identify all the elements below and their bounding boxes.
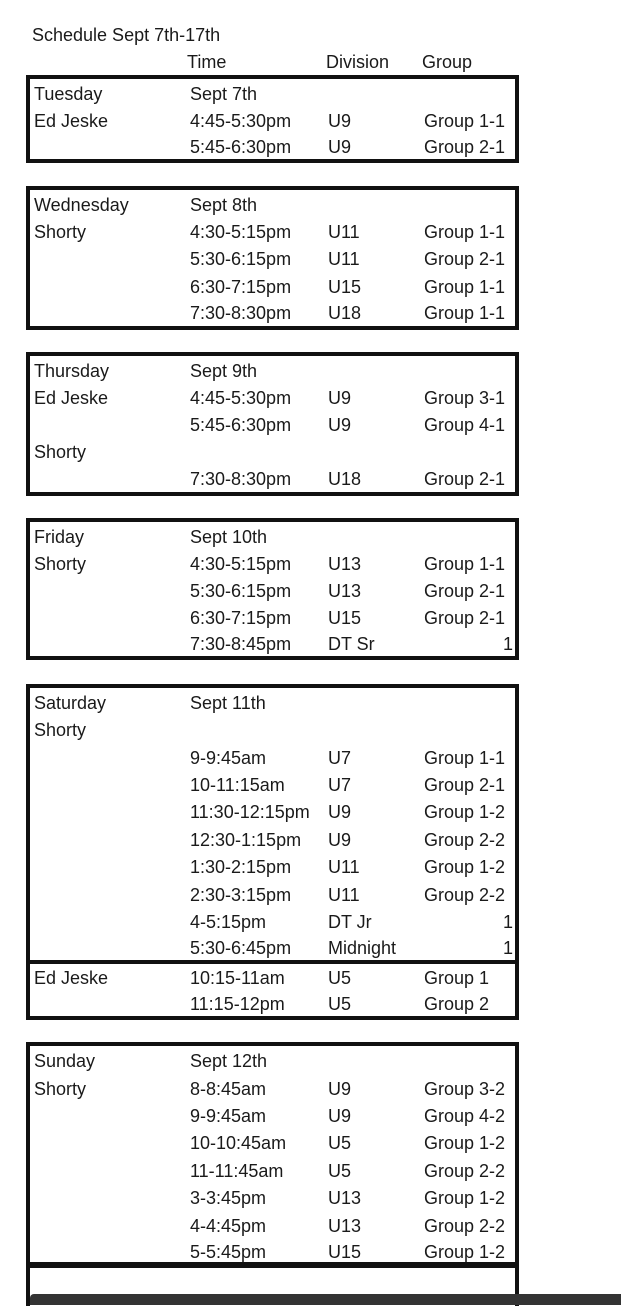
schedule-row bbox=[30, 605, 515, 631]
schedule-row bbox=[30, 854, 515, 880]
schedule-row bbox=[30, 772, 515, 798]
schedule-row bbox=[30, 274, 515, 300]
time-cell: 7:30-8:45pm bbox=[190, 634, 292, 654]
division-cell: U9 bbox=[328, 802, 352, 822]
group-cell: Group 2-2 bbox=[424, 885, 506, 905]
schedule-row bbox=[30, 991, 515, 1017]
division-cell: U9 bbox=[328, 111, 352, 131]
group-cell: Group 4-2 bbox=[424, 1106, 506, 1126]
schedule-row bbox=[30, 631, 515, 657]
schedule-row bbox=[30, 827, 515, 853]
schedule-row bbox=[30, 81, 515, 107]
time-cell: 10-10:45am bbox=[190, 1133, 287, 1153]
group-cell: Group 2-1 bbox=[424, 775, 506, 795]
schedule-row bbox=[30, 192, 515, 218]
division-cell: U13 bbox=[328, 1188, 362, 1208]
location-cell: Shorty bbox=[34, 720, 87, 740]
schedule-row bbox=[30, 935, 515, 961]
time-cell: Sept 10th bbox=[190, 527, 268, 547]
division-cell: U5 bbox=[328, 968, 352, 988]
time-cell: 4-5:15pm bbox=[190, 912, 267, 932]
time-cell: 1:30-2:15pm bbox=[190, 857, 292, 877]
division-cell: U11 bbox=[328, 857, 360, 877]
group-number-cell: 1 bbox=[502, 634, 513, 654]
division-cell: U13 bbox=[328, 581, 362, 601]
schedule-row bbox=[30, 134, 515, 160]
time-cell: 4:30-5:15pm bbox=[190, 222, 292, 242]
time-cell: 8-8:45am bbox=[190, 1079, 267, 1099]
group-cell: Group 1-2 bbox=[424, 1242, 506, 1262]
group-cell: Group 2-2 bbox=[424, 1161, 506, 1181]
group-cell: Group 2-2 bbox=[424, 830, 506, 850]
group-cell: Group 2-1 bbox=[424, 608, 506, 628]
time-cell: 5:30-6:15pm bbox=[190, 249, 292, 269]
time-cell: Sept 11th bbox=[190, 693, 266, 713]
division-cell: U9 bbox=[328, 830, 352, 850]
group-cell: Group 2-1 bbox=[424, 249, 506, 269]
schedule-row bbox=[30, 1158, 515, 1184]
header-division: Division bbox=[326, 52, 390, 72]
header-time: Time bbox=[187, 52, 227, 72]
time-cell: 6:30-7:15pm bbox=[190, 608, 292, 628]
day-block-saturday bbox=[26, 684, 519, 1020]
location-cell: Ed Jeske bbox=[34, 388, 109, 408]
schedule-row bbox=[30, 466, 515, 492]
group-cell: Group 1-1 bbox=[424, 303, 506, 323]
time-cell: 7:30-8:30pm bbox=[190, 303, 292, 323]
division-cell: DT Jr bbox=[328, 912, 372, 932]
schedule-row bbox=[30, 1185, 515, 1211]
division-cell: U11 bbox=[328, 885, 360, 905]
schedule-row bbox=[30, 690, 515, 716]
time-cell: 5:45-6:30pm bbox=[190, 415, 292, 435]
time-cell: 11-11:45am bbox=[190, 1161, 284, 1181]
group-cell: Group 2 bbox=[424, 994, 490, 1014]
group-cell: Group 1-2 bbox=[424, 1133, 506, 1153]
time-cell: 4:30-5:15pm bbox=[190, 554, 292, 574]
location-cell: Shorty bbox=[34, 1079, 87, 1099]
group-cell: Group 1-1 bbox=[424, 748, 506, 768]
location-cell: Shorty bbox=[34, 554, 87, 574]
time-cell: 5:30-6:15pm bbox=[190, 581, 292, 601]
division-cell: U13 bbox=[328, 1216, 362, 1236]
group-cell: Group 1-1 bbox=[424, 222, 506, 242]
time-cell: 9-9:45am bbox=[190, 1106, 267, 1126]
time-cell: 5-5:45pm bbox=[190, 1242, 267, 1262]
time-cell: 4:45-5:30pm bbox=[190, 111, 292, 131]
division-cell: U9 bbox=[328, 388, 352, 408]
schedule-row bbox=[30, 246, 515, 272]
schedule-row bbox=[30, 1103, 515, 1129]
time-cell: 5:45-6:30pm bbox=[190, 137, 292, 157]
time-cell: 3-3:45pm bbox=[190, 1188, 267, 1208]
division-cell: U5 bbox=[328, 1133, 352, 1153]
location-cell: Tuesday bbox=[34, 84, 103, 104]
time-cell: 2:30-3:15pm bbox=[190, 885, 292, 905]
schedule-row bbox=[30, 385, 515, 411]
division-cell: U18 bbox=[328, 469, 362, 489]
group-cell: Group 1-1 bbox=[424, 111, 506, 131]
time-cell: 6:30-7:15pm bbox=[190, 277, 292, 297]
group-cell: Group 2-1 bbox=[424, 137, 506, 157]
division-cell: Midnight bbox=[328, 938, 397, 958]
location-cell: Shorty bbox=[34, 222, 87, 242]
schedule-row bbox=[30, 1130, 515, 1156]
time-cell: 4-4:45pm bbox=[190, 1216, 267, 1236]
day-block-tuesday bbox=[26, 75, 519, 163]
division-cell: U7 bbox=[328, 775, 352, 795]
time-cell: Sept 12th bbox=[190, 1051, 268, 1071]
time-cell: Sept 9th bbox=[190, 361, 258, 381]
time-cell: 9-9:45am bbox=[190, 748, 267, 768]
group-number-cell: 1 bbox=[502, 938, 513, 958]
page-title: Schedule Sept 7th-17th bbox=[32, 25, 221, 45]
schedule-row bbox=[30, 909, 515, 935]
schedule-row bbox=[30, 1048, 515, 1074]
schedule-row bbox=[30, 219, 515, 245]
division-cell: DT Sr bbox=[328, 634, 375, 654]
schedule-row bbox=[30, 524, 515, 550]
section-divider bbox=[30, 960, 515, 964]
location-cell: Shorty bbox=[34, 442, 87, 462]
time-cell: 10:15-11am bbox=[190, 968, 285, 988]
division-cell: U9 bbox=[328, 137, 352, 157]
time-cell: 4:45-5:30pm bbox=[190, 388, 292, 408]
group-cell: Group 1-2 bbox=[424, 802, 506, 822]
schedule-row bbox=[30, 358, 515, 384]
group-cell: Group 2-2 bbox=[424, 1216, 506, 1236]
group-cell: Group 4-1 bbox=[424, 415, 506, 435]
location-cell: Ed Jeske bbox=[34, 111, 109, 131]
schedule-row bbox=[30, 578, 515, 604]
group-cell: Group 1 bbox=[424, 968, 490, 988]
group-cell: Group 3-1 bbox=[424, 388, 506, 408]
division-cell: U11 bbox=[328, 222, 360, 242]
division-cell: U18 bbox=[328, 303, 362, 323]
location-cell: Ed Jeske bbox=[34, 968, 109, 988]
schedule-row bbox=[30, 1213, 515, 1239]
group-cell: Group 3-2 bbox=[424, 1079, 506, 1099]
location-cell: Thursday bbox=[34, 361, 110, 381]
time-cell: 11:30-12:15pm bbox=[190, 802, 310, 822]
division-cell: U5 bbox=[328, 994, 352, 1014]
division-cell: U15 bbox=[328, 608, 362, 628]
time-cell: Sept 7th bbox=[190, 84, 258, 104]
time-cell: 12:30-1:15pm bbox=[190, 830, 302, 850]
schedule-row bbox=[30, 965, 515, 991]
time-cell: 10-11:15am bbox=[190, 775, 285, 795]
schedule-row bbox=[30, 799, 515, 825]
location-cell: Friday bbox=[34, 527, 85, 547]
day-block-wednesday bbox=[26, 186, 519, 330]
division-cell: U9 bbox=[328, 415, 352, 435]
schedule-row bbox=[30, 439, 515, 465]
day-block-sunday bbox=[26, 1042, 519, 1268]
group-cell: Group 1-1 bbox=[424, 554, 506, 574]
division-cell: U5 bbox=[328, 1161, 352, 1181]
group-cell: Group 1-1 bbox=[424, 277, 506, 297]
schedule-row bbox=[30, 412, 515, 438]
schedule-row bbox=[30, 108, 515, 134]
time-cell: 7:30-8:30pm bbox=[190, 469, 292, 489]
division-cell: U9 bbox=[328, 1079, 352, 1099]
time-cell: 5:30-6:45pm bbox=[190, 938, 292, 958]
group-cell: Group 1-2 bbox=[424, 857, 506, 877]
group-number-cell: 1 bbox=[502, 912, 513, 932]
schedule-row bbox=[30, 300, 515, 326]
location-cell: Wednesday bbox=[34, 195, 129, 215]
division-cell: U13 bbox=[328, 554, 362, 574]
schedule-row bbox=[30, 551, 515, 577]
group-cell: Group 1-2 bbox=[424, 1188, 506, 1208]
horizontal-scrollbar[interactable] bbox=[30, 1294, 621, 1305]
location-cell: Saturday bbox=[34, 693, 107, 713]
schedule-row bbox=[30, 745, 515, 771]
time-cell: 11:15-12pm bbox=[190, 994, 285, 1014]
division-cell: U15 bbox=[328, 1242, 362, 1262]
schedule-row bbox=[30, 717, 515, 743]
location-cell: Sunday bbox=[34, 1051, 96, 1071]
group-cell: Group 2-1 bbox=[424, 581, 506, 601]
day-block-friday bbox=[26, 518, 519, 660]
header-group: Group bbox=[422, 52, 473, 72]
division-cell: U9 bbox=[328, 1106, 352, 1126]
division-cell: U11 bbox=[328, 249, 360, 269]
group-cell: Group 2-1 bbox=[424, 469, 506, 489]
division-cell: U15 bbox=[328, 277, 362, 297]
time-cell: Sept 8th bbox=[190, 195, 258, 215]
division-cell: U7 bbox=[328, 748, 352, 768]
schedule-row bbox=[30, 882, 515, 908]
schedule-row bbox=[30, 1076, 515, 1102]
day-block-thursday bbox=[26, 352, 519, 496]
